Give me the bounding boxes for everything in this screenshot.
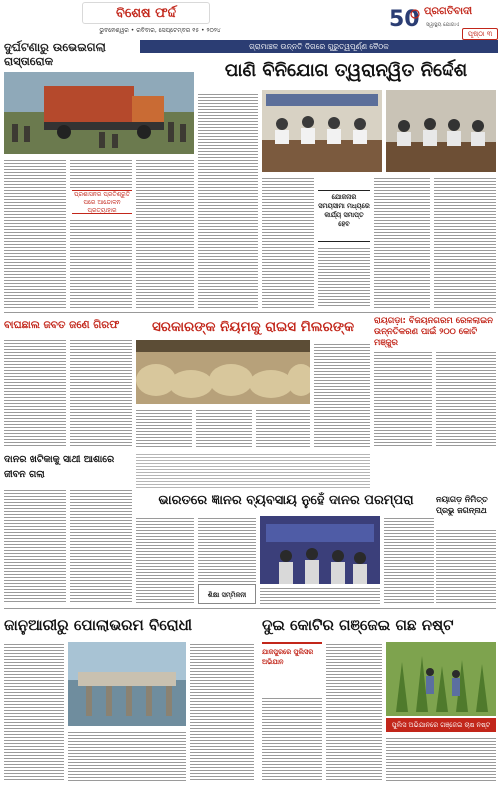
dam-photo (68, 642, 186, 726)
story-body (262, 176, 314, 308)
anniversary-logo-icon (388, 2, 422, 34)
story-body (198, 516, 256, 582)
photo-caption-box: ଶିକ୍ଷା ସମ୍ମିଳନୀ (198, 584, 256, 604)
story-body (4, 488, 66, 604)
paper-tagline: ସ୍ୱାସ୍ଥ୍ୟ ଯୋଗାଏ (426, 22, 460, 28)
rice-mill-photo (136, 340, 310, 404)
story-headline-rice-mill: ସରକାରଙ୍କ ନିୟମକୁ ରାଇସ ମିଲରଙ୍କ (151, 319, 355, 335)
story-headline-knowledge: ଭାରତରେ ଜ୍ଞାନର ବ୍ୟବସାୟ ନୁହେଁ ଦାନର ପରମ୍ପରା (158, 493, 414, 508)
svg-text:50: 50 (389, 7, 420, 32)
story-body (136, 408, 192, 448)
story-pullquote: ଯୋଜନାର ସମୟସୀମା ମଧ୍ୟରେ କାର୍ଯ୍ୟ ସମାପ୍ତ ହେବ (318, 190, 370, 242)
story-body (326, 642, 382, 782)
story-body (136, 158, 194, 308)
story-body (434, 176, 496, 308)
truck-photo (4, 72, 194, 154)
story-body (70, 218, 132, 308)
story-body (260, 586, 380, 604)
conference-photo (260, 516, 380, 584)
story-subhead: ପ୍ରଶାସନର ପ୍ରତିଶ୍ରୁତି ପରେ ଆନ୍ଦୋଳନ ପ୍ରତ୍ୟାହାର (72, 190, 132, 214)
page-number: ପୃଷ୍ଠା ୩ (462, 28, 498, 40)
story-body (4, 158, 66, 308)
story-body (436, 350, 496, 448)
story-body (196, 408, 252, 448)
story-body (70, 488, 132, 604)
story-body (318, 246, 370, 308)
story-headline-railway: ରାୟଗଡ଼ା: ବିଜୟନଗରମ ରେଳଲାଇନ ଉନ୍ନତିକରଣ ପାଇଁ ୨୦୦ କୋଟି ମଞ୍ଜୁର (374, 316, 494, 348)
story-banner: ଗ୍ରାମାଞ୍ଚଳ ଉନ୍ନତି ଦିଗରେ ଗୁରୁତ୍ୱପୂର୍ଣ୍ଣ ବୈଠକ (140, 40, 498, 53)
story-body (68, 730, 186, 782)
story-body (70, 338, 132, 448)
story-body (374, 350, 432, 448)
story-body (262, 696, 322, 782)
meeting-photo-2 (386, 90, 496, 172)
story-headline-tiger-skin: ବାଘଛାଲ ଜବତ ଜଣେ ଗିରଫ (4, 319, 120, 331)
story-body (136, 452, 370, 488)
story-headline-ganja: ଦୁଇ କୋଟିର ଗଞ୍ଜେଇ ଗଛ ନଷ୍ଟ (262, 616, 454, 634)
story-body (374, 176, 430, 308)
story-body (190, 642, 254, 782)
story-headline-dowry: ଦାନର ଖଟିକାକୁ ସାଥୀ ଆଶାରେ ଜୀବନ ଗଲା (4, 454, 115, 480)
story-headline-nayagarh: ନୟାଗଡ଼ ନିମିତ୍ତ ପ୍ରଭୁ ଜଗନ୍ନାଥ (436, 495, 488, 515)
ganja-field-photo (386, 642, 496, 716)
story-body (4, 642, 64, 782)
section-title: ବିଶେଷ ଫର୍ଦ୍ଦ (82, 2, 210, 24)
paper-name: ପ୍ରଗତିବାଦୀ (424, 6, 473, 17)
story-body (198, 92, 258, 308)
story-body (256, 408, 310, 448)
story-body (136, 516, 194, 604)
story-headline-polavaram: ଜାନୁଆରୀରୁ ପୋଲାଭରମ ବିରୋଧୀ (4, 616, 193, 634)
story-body (314, 342, 370, 448)
divider (4, 312, 496, 313)
meeting-photo (262, 90, 382, 172)
story-headline-roadblock: ଦୁର୍ଘଟଣାରୁ ଉଭେଇଗଲା ରାସ୍ତାରୋକ (4, 40, 106, 68)
story-body (70, 158, 132, 188)
story-body (4, 338, 66, 448)
story-headline-water: ପାଣି ବିନିଯୋଗ ତ୍ୱରାନ୍ୱିତ ନିର୍ଦ୍ଦେଶ (224, 60, 468, 81)
divider (4, 608, 496, 609)
story-body (384, 516, 434, 604)
photo-caption: ପୁଲିସ ଅଭିଯାନରେ ଗଞ୍ଜେଇ ଚାଷ ନଷ୍ଟ (386, 718, 496, 732)
story-body (386, 736, 496, 782)
story-highlight-box: ଯାଜପୁରରେ ପୁଲିସର ଅଭିଯାନ (262, 642, 322, 692)
dateline: ଭୁବନେଶ୍ୱର • ରବିବାର, ସେପ୍ଟେମ୍ବର ୧୫ • ୨୦୨୪ (99, 27, 221, 34)
story-body (436, 528, 496, 604)
